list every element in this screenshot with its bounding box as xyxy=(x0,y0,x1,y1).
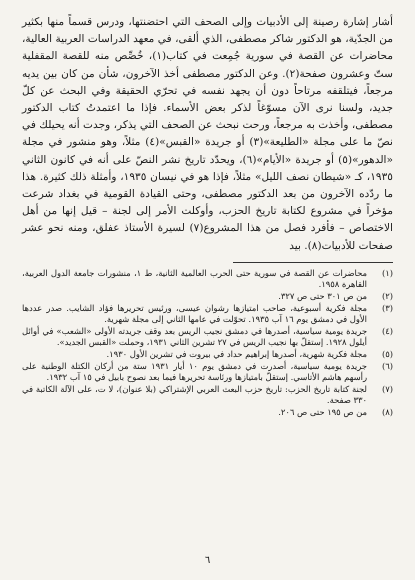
footnote-text: محاضرات عن القصة في سورية حتى الحرب العالمية الثانية، ط ١، منشورات جامعة الدول العربية، القاهرة ١٩٥٨. xyxy=(22,267,367,290)
footnote-text: جريدة يومية سياسية، أصدرها في دمشق نجيب الريس بعد وقف جريدته الأولى «الشعب» في أوائل أيلول ١٩٢٨. إستقلّ بها نجيب الريس في ٢٧ تشرين الثاني ١٩٣١، وحملت «القبس الجديد». xyxy=(22,325,367,348)
footnote-item xyxy=(22,384,393,407)
footnote-number: (٧) xyxy=(381,383,393,394)
footnote-number: (٦) xyxy=(381,360,393,371)
footnote-item xyxy=(22,303,393,326)
footnote-number: (٨) xyxy=(381,406,393,417)
footnote-text: مجلة فكرية أسبوعية، صاحب امتيازها رشوان عيسى، ورئيس تحريرها فؤاد الشايب. صدر عددها الأول في دمشق يوم ١٦ آب ١٩٣٥. تحوّلت في عامها الثاني إلى مجلة شهرية. xyxy=(22,302,367,325)
footnote-number: (١) xyxy=(381,267,393,278)
footnote-text: من ص ٣٠١ حتى ص ٣٢٧. xyxy=(278,291,367,302)
footnote-text: لجنة كتابة تاريخ الحزب: تاريخ حزب البعث العربي الإشتراكي (بلا عنوان)، لا ت، على الآلة الكاتبة في ٣٣٠ صفحة. xyxy=(22,383,367,406)
footnote-text: جريدة يومية سياسية، أصدرت في دمشق يوم ١٠ أيار ١٩٣١ ستة من أركان الكتلة الوطنية على رأسهم هاشم الأتاسي. إستقلّ بامتيازها ورئاسة تحريرها فيما بعد نصوح بابيل في ١٥ آب ١٩٣٢. xyxy=(22,360,367,383)
footnote-number: (٥) xyxy=(381,349,393,359)
footnote-item xyxy=(22,291,393,303)
footnote-separator xyxy=(233,262,393,263)
footnote-number: (٣) xyxy=(381,302,393,313)
page-number: ٦ xyxy=(204,555,211,566)
main-text xyxy=(22,14,393,255)
footnote-text: من ص ١٩٥ حتى ص ٢٠٦. xyxy=(278,406,367,417)
footnote-item xyxy=(22,326,393,349)
footnote-text: مجلة فكرية شهرية، أصدرها إبراهيم حداد في بيروت في تشرين الأول ١٩٣٠. xyxy=(106,349,367,359)
main-paragraph: أشار إشارة رصينة إلى الأدبيات وإلى الصحف التي احتضنتها، ودرس قسماً منها بكثير من الجدّية، هو الدكتور شاكر مصطفى، الذي ألقى، في معهد الدراسات العربية العالية، محاضرات عن القصة في سورية جُمِعت في كتاب(١)، خُصِّص منه للقصة المقفلية ستّ وعشرون صفحة(٢). وعن الدكتور مصطفى أخذ الآخرون، شأن من كان بين يديه مرجعاً، فيتلقفه مرتاحاً دون أن يجهد نفسه في تحرّي الحقيقة وفي البحث عن كلّ جديد، ولسنا نرى الآن مسوّغاً لذكر بعض الأسماء. فإذا ما اعتمدتُ كتاب الدكتور مصطفى، وأخذت به مرجعاً، ورحت نبحث عن الصحف التي يذكر، وجدت أنه يحيلك في نصّ ما على مجلة «الطليعة»(٣) أو جريدة «القبس»(٤) مثلاً، وهو منشور في مجلة «الدهور»(٥) أو جريدة «الأيام»(٦)، ويحدّد تاريخ نشر النصّ على أنه في كانون الثاني ١٩٣٥، كـ «شيطان نصف الليل» مثلاً، فإذا هو في نيسان ١٩٣٥، وأمثلة ذلك كثيرة. هذا ما ردّده الآخرون من بعد الدكتور مصطفى، وحتى القيادة القومية في بغداد شرعت مؤخراً في مشروع لكتابة تاريخ الحزب، وأوكلت الأمر إلى لجنة – قيل إنها من أهل الاختصاص – فأفرد فصل من هذا المشروع(٧) لسيرة الأستاذ عفلق، ومنه نحو عشر صفحات للأدبيات(٨). بيد xyxy=(22,16,394,252)
footnotes xyxy=(22,268,393,419)
footnote-item xyxy=(22,349,393,361)
footnote-item xyxy=(22,407,393,419)
footnote-number: (٢) xyxy=(381,291,393,302)
footnote-item xyxy=(22,361,393,384)
footnote-number: (٤) xyxy=(381,325,393,336)
footnote-item xyxy=(22,268,393,291)
